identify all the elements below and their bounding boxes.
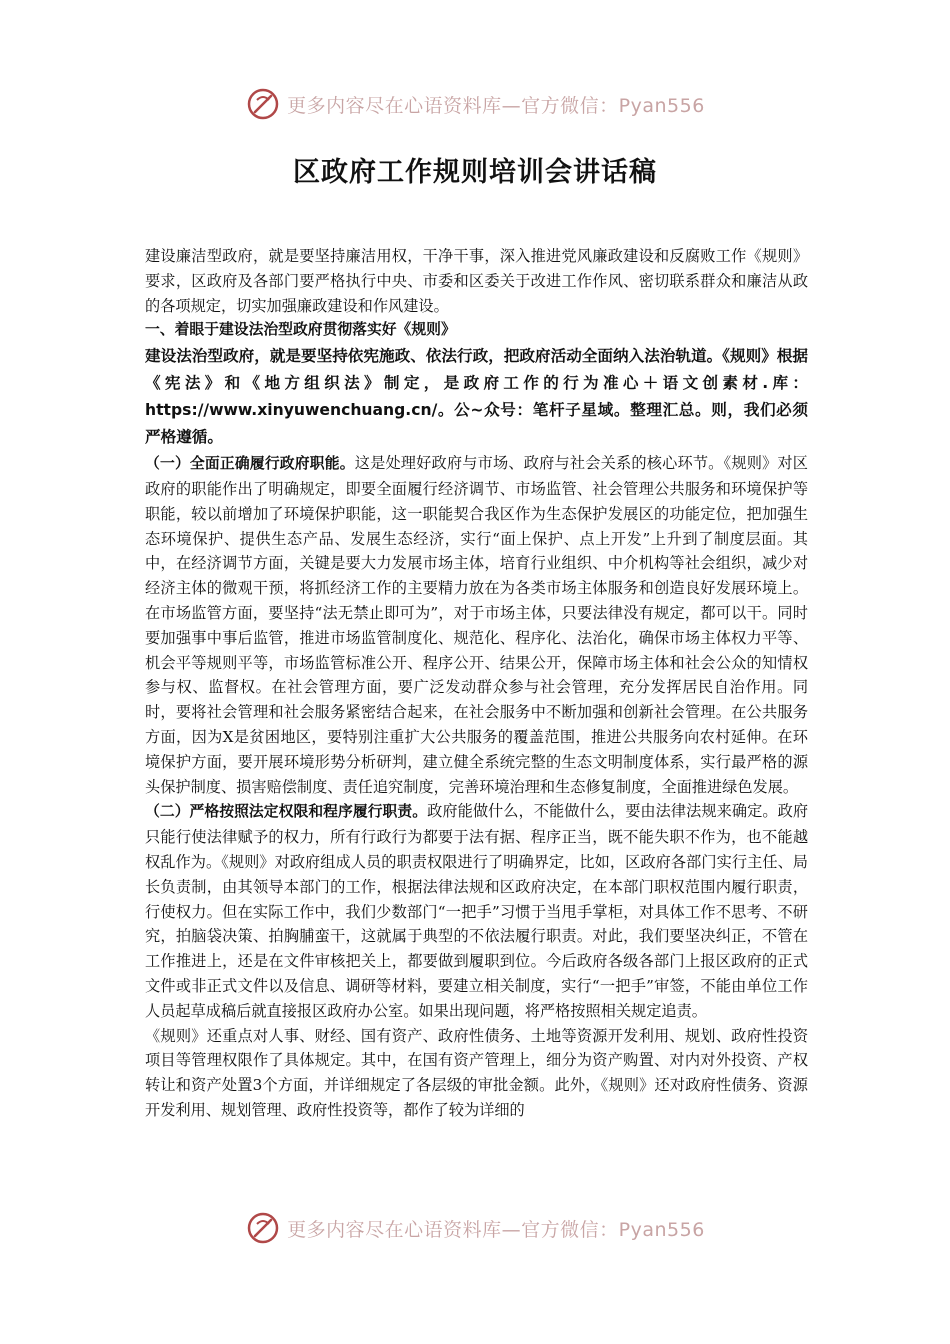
banner-text: 更多内容尽在心语资料库—官方微信：Pyan556 — [287, 1218, 705, 1241]
logo-icon — [245, 86, 281, 122]
subsection-1-text: 这是处理好政府与市场、政府与社会关系的核心环节。《规则》对区政府的职能作出了明确规定，即要全面履行经济调节、市场监管、社会管理公共服务和环境保护等职能，较以前增加了环境保护职能，这一职能契合我区作为生态保护发展区的功能定位，把加强生态环境保护、提供生态产品、发展生态经济，实行“面上保护、点上开发”上升到了制度层面。其中，在经济调节方面，关键是要大力发展市场主体，培育行业组织、中介机构等社会组织，减少对经济主体的微观干预，将抓经济工作的主要精力放在为各类市场主体服务和创造良好发展环境上。在市场监管方面，要坚持“法无禁止即可为”，对于市场主体，只要法律没有规定，都可以干。同时要加强事中事后监管，推进市场监管制度化、规范化、程序化、法治化，确保市场主体权力平等、机会平等规则平等，市场监管标准公开、程序公开、结果公开，保障市场主体和社会公众的知情权参与权、监督权。在社会管理方面，要广泛发动群众参与社会管理，充分发挥居民自治作用。同时，要将社会管理和社会服务紧密结合起来，在社会服务中不断加强和创新社会管理。在公共服务方面，因为X是贫困地区，要特别注重扩大公共服务的覆盖范围，推进公共服务向农村延伸。在环境保护方面，要开展环境形势分析研判，建立健全系统完整的生态文明制度体系，实行最严格的源头保护制度、损害赔偿制度、责任追究制度，完善环境治理和生态修复制度，全面推进绿色发展。 — [145, 454, 808, 796]
logo-icon — [245, 1210, 281, 1246]
subsection-1 — [145, 451, 808, 799]
footer-banner — [0, 1208, 950, 1248]
subsection-2-text: 政府能做什么，不能做什么，要由法律法规来确定。政府只能行使法律赋予的权力，所有行政行为都要于法有据、程序正当，既不能失职不作为，也不能越权乱作为。《规则》对政府组成人员的职责权限进行了明确界定，比如，区政府各部门实行主任、局长负责制，由其领导本部门的工作，根据法律法规和区政府决定，在本部门职权范围内履行职责，行使权力。但在实际工作中，我们少数部门“一把手”习惯于当甩手掌柜，对具体工作不思考、不研究，拍脑袋决策、拍胸脯蛮干，这就属于典型的不依法履行职责。对此，我们要坚决纠正，不管在工作推进上，还是在文件审核把关上，都要做到履职到位。今后政府各级各部门上报区政府的正式文件或非正式文件以及信息、调研等材料，要建立相关制度，实行“一把手”审签，不能由单位工作人员起草成稿后就直接报区政府办公室。如果出现问题，将严格按照相关规定追责。 — [145, 802, 809, 1020]
banner-text: 更多内容尽在心语资料库—官方微信：Pyan556 — [287, 94, 705, 117]
subsection-2 — [145, 799, 808, 1023]
paragraph-management: 《规则》还重点对人事、财经、国有资产、政府性债务、土地等资源开发利用、规划、政府性投资项目等管理权限作了具体规定。其中，在国有资产管理上，细分为资产购置、对内对外投资、产权转让和资产处置3个方面，并详细规定了各层级的审批金额。此外，《规则》还对政府性债务、资源开发利用、规划管理、政府性投资等，都作了较为详细的 — [145, 1026, 808, 1119]
section-heading: 一、着眼于建设法治型政府贯彻落实好《规则》 — [145, 321, 456, 339]
paragraph-rule-of-law: 建设法治型政府，就是要坚持依宪施政、依法行政，把政府活动全面纳入法治轨道。《规则》根据《宪法》和《地方组织法》制定，是政府工作的行为准心＋语文创素材.库：https://www.xinyuwenchuang.cn/。公~众号：笔杆子星域。整理汇总。则，我们必须严格遵循。 — [145, 347, 808, 447]
document-body — [145, 244, 808, 1123]
document-title: 区政府工作规则培训会讲话稿 — [293, 157, 657, 188]
header-banner — [0, 84, 950, 124]
subsection-1-heading: （一）全面正确履行政府职能。 — [145, 455, 355, 473]
subsection-2-heading: （二）严格按照法定权限和程序履行职责。 — [145, 803, 428, 821]
paragraph-intro: 建设廉洁型政府，就是要坚持廉洁用权，干净干事，深入推进党风廉政建设和反腐败工作《规则》要求，区政府及各部门要严格执行中央、市委和区委关于改进工作作风、密切联系群众和廉洁从政的各项规定，切实加强廉政建设和作风建设。 — [145, 247, 808, 315]
